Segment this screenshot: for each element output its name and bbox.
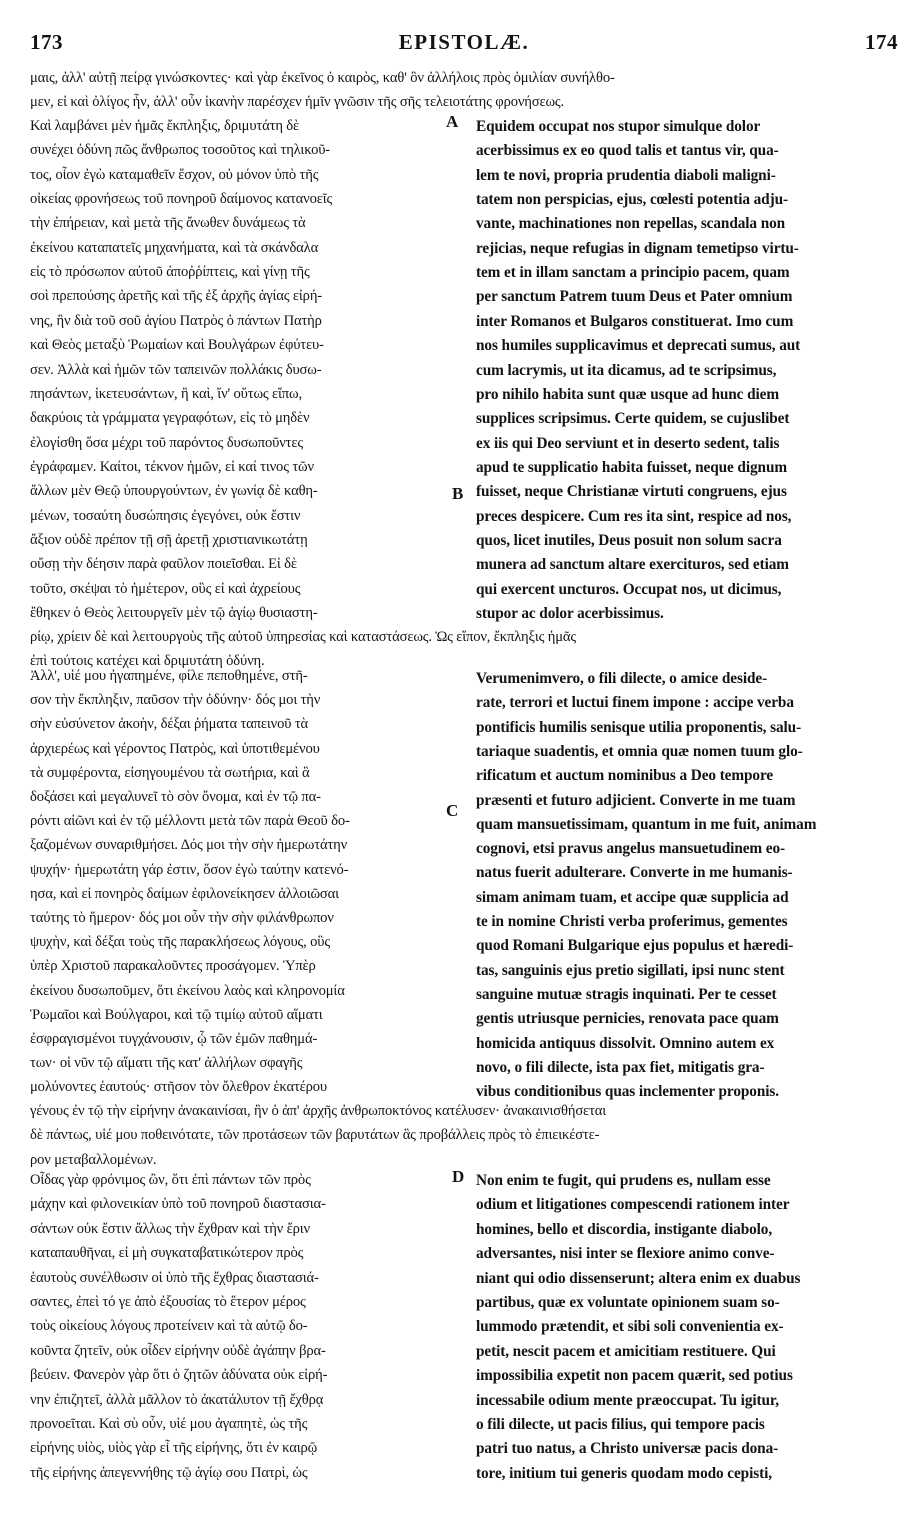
latin-line: ex iis qui Deo serviunt et in deserto sedent, talis <box>476 434 780 452</box>
page-header <box>30 30 898 62</box>
latin-line: tatem non perspicias, ejus, cœlesti potentia adju- <box>476 191 788 209</box>
greek-line: καταπαυθῆναι, εἰ μὴ συγκαταβατικώτερον πρὸς <box>30 1245 304 1262</box>
section-marker-b: B <box>452 484 464 503</box>
greek-line: οἰκείας φρονήσεως τοῦ πονηροῦ δαίμονος κατανοεῖς <box>30 191 333 208</box>
greek-line-tail: ἐπὶ τούτοις κατέχει καὶ δριμυτάτη ὀδύνη. <box>30 652 265 669</box>
greek-line-top: μαις, ἀλλ' αὐτῇ πείρᾳ γινώσκοντες· καὶ γὰρ ἐκεῖνος ὁ καιρὸς, καθ' ὃν ἀλλήλοις πρὸς ὁμιλίαν συνήλθο- <box>30 70 615 86</box>
latin-line: supplices scripsimus. Certe quidem, se cujuslibet <box>476 410 790 428</box>
greek-line: Καὶ λαμβάνει μὲν ἡμᾶς ἔκπληξις, δριμυτάτη δὲ <box>30 118 299 134</box>
latin-line: o fili dilecte, ut pacis filius, qui tempore pacis <box>476 1416 765 1433</box>
greek-line: οὔσῃ τὴν δέησιν παρὰ φαῦλον ποιεῖσθαι. Εἰ δὲ <box>30 556 297 573</box>
latin-line: apud te supplicatio habita fuisset, neque dignum <box>476 458 787 476</box>
greek-line: Οἶδας γὰρ φρόνιμος ὢν, ὅτι ἐπὶ πάντων τῶν πρὸς <box>30 1172 311 1188</box>
latin-line: pontificis humilis senisque utilia proponentis, salu- <box>476 718 802 736</box>
greek-line: προνοεῖται. Καὶ σὺ οὖν, υἱέ μου ἀγαπητὲ, ὡς τῆς <box>30 1416 308 1432</box>
latin-line: quam mansuetissimam, quantum in me fuit, animam <box>476 815 817 833</box>
latin-line: lem te novi, propria prudentia diaboli maligni- <box>476 166 776 184</box>
greek-line: σεν. Ἀλλὰ καὶ ἡμῶν τῶν ταπεινῶν πολλάκις δυσω- <box>30 361 322 378</box>
greek-line: καὶ Θεὸς μεταξὺ Ῥωμαίων καὶ Βουλγάρων ἐφύτευ- <box>30 337 324 354</box>
latin-line: tem et in illam sanctam a principio pacem, quam <box>476 264 790 282</box>
greek-line: σάντων οὐκ ἔστιν ἄλλως τὴν ἔχθραν καὶ τὴν ἔριν <box>30 1220 310 1237</box>
greek-line: Ῥωμαῖοι καὶ Βούλγαροι, καὶ τῷ τιμίῳ αὐτοῦ αἵματι <box>30 1006 323 1023</box>
latin-line: lummodo prætendit, et sibi soli convenientia ex- <box>476 1318 784 1336</box>
greek-line: ησα, καὶ εἰ πονηρὸς δαίμων ἐφιλονείκησεν ἀλλοιῶσαι <box>30 885 339 902</box>
latin-line: vante, machinationes non repellas, scandala non <box>476 215 786 233</box>
greek-line: πησάντων, ἱκετευσάντων, ἢ καὶ, ἵν' οὕτως εἴπω, <box>30 385 302 402</box>
greek-line: τὴν ἐπήρειαν, καὶ μετὰ τῆς ἄνωθεν δυνάμεως τὰ <box>30 215 306 232</box>
greek-line-tail: γένους ἐν τῷ τὴν εἰρήνην ἀνακαινίσαι, ἣν ὁ ἀπ' ἀρχῆς ἀνθρωποκτόνος κατέλυσεν· ἀνακαινισθήσεται <box>30 1103 607 1119</box>
latin-line: partibus, quæ ex voluntate opinionem suam so- <box>476 1294 780 1311</box>
greek-line: σον τὴν ἔκπληξιν, παῦσον τὴν ὀδύνην· δός μοι τὴν <box>30 692 321 709</box>
latin-line: pro nihilo habita sunt quæ usque ad hunc diem <box>476 385 779 403</box>
latin-line: gentis utriusque pernicies, renovata pace quam <box>476 1010 779 1028</box>
greek-line: Ἀλλ', υἱέ μου ἠγαπημένε, φίλε πεποθημένε, στῆ- <box>30 668 308 684</box>
latin-line: adversantes, nisi inter se flexiore animo conve- <box>476 1245 775 1263</box>
section-marker-c: C <box>446 801 459 820</box>
latin-line: tore, initium tui generis quodam modo cepisti, <box>476 1464 772 1482</box>
latin-line: tariaque suadentis, et omnia quæ nomen tuum glo- <box>476 742 803 760</box>
greek-line: σαντες, ἐπεὶ τό γε ἀπὸ ἐξουσίας τὸ ἕτερον μέρος <box>30 1294 306 1310</box>
latin-line: præsenti et futuro adjicient. Converte in me tuam <box>476 791 796 809</box>
greek-line: ψυχήν· ἡμερωτάτη γάρ ἐστιν, ὅσον ἐγὼ ταύτην κατενό- <box>30 861 349 878</box>
greek-line: ἐσφραγισμένοι τυγχάνουσιν, ᾧ τῶν ἐμῶν παθημά- <box>30 1031 318 1047</box>
greek-line: ὑπὲρ Χριστοῦ παρακαλοῦντες προσάγομεν. Ὑπὲρ <box>30 958 316 975</box>
latin-line: rejicias, neque refugias in dignam temetipso virtu- <box>476 239 799 257</box>
latin-line: quos, licet inutiles, Deus posuit non solum sacra <box>476 531 782 549</box>
greek-line: εἰρήνης υἱὸς, υἱὸς γὰρ εἶ τῆς εἰρήνης, ὅτι ἐν καιρῷ <box>30 1440 318 1457</box>
latin-line: acerbissimus ex eo quod talis et tantus vir, qua- <box>476 142 779 160</box>
greek-line: ταύτης τὸ ἥμερον· δός μοι οὖν τὴν σὴν φιλάνθρωπον <box>30 910 334 926</box>
page-number-left: 173 <box>30 30 63 54</box>
greek-line: ἄλλων μὲν Θεῷ ὑπουργούντων, ἐν γωνίᾳ δὲ καθη- <box>30 483 318 500</box>
latin-line: inter Romanos et Bulgaros constituerat. Imo cum <box>476 312 794 330</box>
section-marker-a: A <box>446 112 459 131</box>
greek-line: μένων, τοσαύτη δυσώπησις ἐγεγόνει, οὐκ ἔστιν <box>30 507 301 524</box>
greek-line: μολύνοντες ἑαυτούς· στῆσον τὸν ὄλεθρον ἑκατέρου <box>30 1079 327 1096</box>
latin-line: rificatum et auctum nominibus a Deo tempore <box>476 767 774 785</box>
greek-line: ἔθηκεν ὁ Θεὸς λειτουργεῖν μὲν τῷ ἁγίῳ θυσιαστη- <box>30 605 318 621</box>
latin-line: incessabile odium mente præoccupat. Tu igitur, <box>476 1391 779 1409</box>
latin-line: qui exercent uncturos. Occupat nos, ut dicimus, <box>476 580 782 598</box>
latin-line: Equidem occupat nos stupor simulque dolor <box>476 118 761 135</box>
greek-line: σὴν εὐσύνετον ἀκοὴν, δέξαι ῥήματα ταπεινοῦ τὰ <box>30 716 309 733</box>
latin-line: niant qui odio dissenserunt; altera enim ex duabus <box>476 1269 801 1287</box>
latin-line: cognovi, etsi pravus angelus mansuetudinem eo- <box>476 840 786 858</box>
latin-line: munera ad sanctum altare exerciturοs, sed etiam <box>476 556 789 574</box>
greek-line: ἀρχιερέως καὶ γέροντος Πατρὸς, καὶ ὑποτιθεμένου <box>30 740 320 757</box>
latin-line: nos humiles supplicavimus et deprecati sumus, aut <box>476 337 801 355</box>
greek-line: εἰς τὸ πρόσωπον αὐτοῦ ἀποῤῥίπτεις, καὶ γίνῃ τῆς <box>30 264 310 281</box>
latin-line: homicida antiquus dissolvit. Omnino autem ex <box>476 1034 775 1052</box>
greek-line: νης, ἣν διὰ τοῦ σοῦ ἁγίου Πατρὸς ὁ πάντων Πατὴρ <box>30 312 322 329</box>
greek-line: σοὶ πρεπούσης ἀρετῆς καὶ τῆς ἐξ ἀρχῆς ἁγίας εἰρή- <box>30 288 323 305</box>
greek-line: ψυχὴν, καὶ δέξαι τοὺς τῆς παρακλήσεως λόγους, οὓς <box>30 934 331 951</box>
greek-line: των· οἱ νῦν τῷ αἵματι τῆς κατ' ἀλλήλων σφαγῆς <box>30 1055 303 1072</box>
greek-line-top: μεν, εἰ καὶ ὀλίγος ἦν, ἀλλ' οὖν ἱκανὴν παρέσχεν ἡμῖν γνῶσιν τῆς σῆς τελειοτάτης φρονήσεως. <box>30 94 565 111</box>
latin-line: stupor ac dolor acerbissimus. <box>476 605 664 622</box>
latin-line: natus fuerit adulterare. Converte in me humanis- <box>476 864 793 882</box>
latin-line: Non enim te fugit, qui prudens es, nullam esse <box>476 1172 771 1189</box>
page-number-right: 174 <box>865 30 898 54</box>
greek-line: ρόντι αἰῶνι καὶ ἐν τῷ μέλλοντι μετὰ τῶν παρὰ Θεοῦ δο- <box>30 813 350 830</box>
greek-line: μάχην καὶ φιλονεικίαν ὑπὸ τοῦ πονηροῦ διαστασια- <box>30 1196 326 1213</box>
latin-line: sanguine mutuæ stragis inquinati. Per te cesset <box>476 985 777 1003</box>
greek-line: τοῦτο, σκέψαι τὸ ἡμέτερον, οὓς εἰ καὶ ἀχρείους <box>30 580 301 597</box>
greek-line: ἐλογίσθη ὅσα μέχρι τοῦ παρόντος δυσωποῦντες <box>30 434 303 451</box>
greek-line: δακρύοις τὰ γράμματα γεγραφότων, εἰς τὸ μηδὲν <box>30 410 310 427</box>
latin-line: fuisset, neque Christianæ virtuti congruens, ejus <box>476 483 787 501</box>
latin-line: novo, o fili dilecte, ista pax fiet, mitigatis gra- <box>476 1058 765 1076</box>
latin-line: simam animam tuam, et accipe quæ supplicia ad <box>476 888 789 906</box>
latin-line: odium et litigationes compescendi rationem inter <box>476 1196 790 1214</box>
latin-line: vibus conditionibus quas inclementer proponis. <box>476 1083 779 1101</box>
latin-line: patri tuo natus, a Christo universæ pacis dona- <box>476 1440 779 1458</box>
greek-line: βεύειν. Φανερὸν γὰρ ὅτι ὁ ζητῶν ἀδύνατα οὐκ εἰρή- <box>30 1367 328 1384</box>
latin-line: Verumenimvero, o fili dilecte, o amice deside- <box>476 670 768 687</box>
greek-line-tail: ρίῳ, χρίειν δὲ καὶ λειτουργοὺς τῆς αὐτοῦ ὑπηρεσίας καὶ καταστάσεως. Ὡς εἴπον, ἔκπληξις ἡμᾶς <box>30 629 577 645</box>
greek-line-tail: ρον μεταβαλλομένων. <box>30 1151 157 1168</box>
latin-line: te in nomine Christi verba proferimus, gementes <box>476 913 788 930</box>
latin-line: preces despicere. Cum res ita sint, respice ad nos, <box>476 507 792 525</box>
running-title: EPISTOLÆ. <box>398 30 530 54</box>
greek-line: δοξάσει καὶ μεγαλυνεῖ τὸ σὸν ὄνομα, καὶ ἐν τῷ πα- <box>30 789 321 805</box>
greek-line: ἄξιον οὐδὲ πρέπον τῇ σῇ ἀρετῇ χριστιανικωτάτῃ <box>30 531 308 548</box>
latin-line: cum lacrymis, ut ita dicamus, ad te scripsimus, <box>476 361 777 379</box>
latin-line: impossibilia expetit non pacem quærit, sed potius <box>476 1367 793 1385</box>
greek-line: ἐγράφαμεν. Καίτοι, τέκνον ἡμῶν, εἰ καί τινος τῶν <box>30 458 314 475</box>
latin-line: per sanctum Patrem tuum Deus et Pater omnium <box>476 288 793 306</box>
greek-line-tail: δὲ πάντως, υἱέ μου ποθεινότατε, τῶν προτάσεων τῶν βαρυτάτων ἃς προβάλλεις πρὸς τὸ ἐπιεικέστε- <box>30 1127 600 1144</box>
greek-line: ξαζομένων συναριθμήσει. Δός μοι τὴν σὴν ἡμερωτάτην <box>30 837 348 854</box>
greek-line: τοὺς οἰκείους λόγους προτείνειν καὶ τὰ αὐτῷ δο- <box>30 1318 308 1335</box>
greek-line: συνέχει ὀδύνη πῶς ἄνθρωπος τοσοῦτος καὶ τηλικοῦ- <box>30 142 331 159</box>
greek-line: νην ἐπιζητεῖ, ἀλλὰ μᾶλλον τὸ ἀκατάλυτον τῇ ἔχθρᾳ <box>30 1391 324 1408</box>
latin-line: rate, terrori et luctui finem impone : accipe verba <box>476 694 794 712</box>
latin-line: petit, nescit pacem et amicitiam restituere. Qui <box>476 1342 776 1360</box>
greek-line: κοῦντα ζητεῖν, οὐκ οἶδεν εἰρήνην οὐδὲ ἀγάπην βρα- <box>30 1342 326 1359</box>
greek-line: ἐκείνου καταπατεῖς μηχανήματα, καὶ τὰ σκάνδαλα <box>30 239 319 256</box>
greek-line: ἑαυτοὺς συνέλθωσιν οἱ ὑπὸ τῆς ἔχθρας διαστασιά- <box>30 1269 319 1286</box>
section-marker-d: D <box>452 1167 465 1186</box>
greek-line: τῆς εἰρήνης ἀπεγεννήθης τῷ ἁγίῳ σου Πατρὶ, ὡς <box>30 1464 308 1481</box>
greek-line: τὰ συμφέροντα, εἰσηγουμένου τὰ σωτήρια, καὶ ἃ <box>30 764 310 781</box>
latin-line: quod Romani Bulgarique ejus populus et hæredi- <box>476 937 794 955</box>
greek-line: τος, οἷον ἐγὼ καταμαθεῖν ἔσχον, οὐ μόνον ὑπὸ τῆς <box>30 166 319 183</box>
latin-line: homines, bello et discordia, instigante diabolo, <box>476 1220 773 1238</box>
greek-line: ἐκείνου δυσωποῦμεν, ὅτι ἐκείνου λαὸς καὶ κληρονομία <box>30 982 345 999</box>
latin-line: tas, sanguinis ejus pretio sigillati, ipsi nunc stent <box>476 961 785 979</box>
